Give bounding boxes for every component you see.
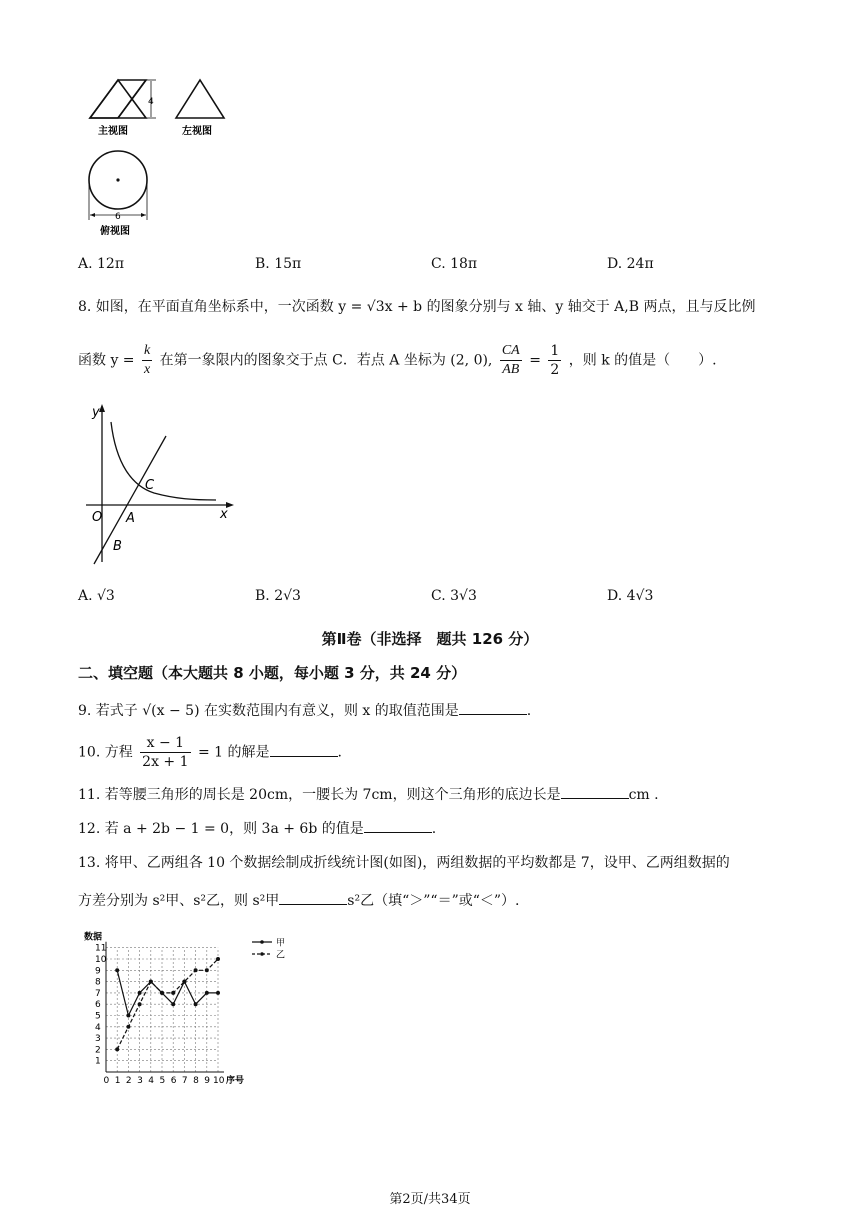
data-point — [182, 980, 186, 984]
q7-option-b: B. 15π — [255, 256, 302, 272]
data-point — [171, 1002, 175, 1006]
q8-option-b: B. 2√3 — [255, 588, 301, 604]
q10-answer-blank[interactable] — [270, 742, 338, 757]
x-tick-label: 0 — [103, 1076, 110, 1086]
q13-stem-line1: 13. 将甲、乙两组各 10 个数据绘制成折线统计图(如图)，两组数据的平均数都是 7，设甲、乙两组数据的 — [78, 855, 730, 871]
part2-title: 第Ⅱ卷（非选择 题共 126 分） — [321, 630, 539, 648]
x-tick-label: 10 — [213, 1076, 225, 1086]
q12-answer-blank[interactable] — [364, 818, 432, 833]
y-tick-label: 9 — [95, 966, 101, 977]
left-view-shape — [176, 80, 224, 118]
q8-option-d: D. 4√3 — [607, 588, 654, 604]
q13-answer-blank[interactable] — [279, 890, 347, 905]
height-dimension: 4 — [148, 97, 154, 107]
y-tick-label: 8 — [95, 977, 101, 988]
y-tick-label: 10 — [95, 955, 107, 965]
page-footer: 第2页/共34页 — [389, 1192, 471, 1207]
x-tick-label: 5 — [159, 1076, 166, 1086]
data-point — [115, 1047, 119, 1051]
y-tick-label: 7 — [95, 988, 101, 999]
front-view-shape — [90, 80, 146, 118]
data-point — [126, 1014, 130, 1018]
x-tick-label: 3 — [137, 1076, 143, 1086]
left-view-label: 左视图 — [182, 126, 212, 137]
data-point — [138, 991, 142, 995]
data-point — [205, 991, 209, 995]
x-tick-label: 1 — [114, 1076, 121, 1086]
front-view-label: 主视图 — [98, 126, 128, 137]
three-views-figure — [84, 74, 244, 240]
top-view-label: 俯视图 — [100, 226, 130, 237]
width-dimension: 6 — [115, 212, 121, 222]
x-tick-label: 7 — [181, 1076, 188, 1086]
front-view-outline — [90, 80, 146, 118]
x-tick-label: 2 — [125, 1076, 132, 1086]
q7-option-a: A. 12π — [78, 256, 125, 272]
y-tick-label: 1 — [95, 1056, 101, 1067]
q9-text: 9. 若式子 √(x − 5) 在实数范围内有意义，则 x 的取值范围是 . — [78, 700, 531, 720]
x-axis-label: x — [220, 507, 228, 522]
q11-answer-blank[interactable] — [561, 784, 629, 799]
data-point — [160, 991, 164, 995]
q8-option-c: C. 3√3 — [431, 588, 477, 604]
q7-option-d: D. 24π — [607, 256, 654, 272]
y-tick-label: 5 — [95, 1011, 101, 1022]
data-point — [149, 980, 153, 984]
q11-text: 11. 若等腰三角形的周长是 20cm，一腰长为 7cm，则这个三角形的底边长是 cm . — [78, 784, 659, 804]
section2-title: 二、填空题（本大题共 8 小题，每小题 3 分，共 24 分） — [78, 664, 467, 682]
data-point — [194, 1002, 198, 1006]
y-tick-label: 3 — [95, 1034, 101, 1045]
q13-line-chart — [84, 920, 294, 1104]
y-tick-label: 2 — [95, 1045, 101, 1056]
x-tick-label: 9 — [204, 1076, 211, 1086]
x-tick-label: 8 — [193, 1076, 199, 1086]
data-point — [216, 991, 220, 995]
chart-xlabel: 序号 — [226, 1076, 245, 1086]
chart-ylabel: 数据 — [84, 932, 103, 943]
hyperbola-curve — [111, 422, 216, 500]
x-tick-label: 4 — [148, 1076, 155, 1086]
linear-function-line — [94, 436, 166, 564]
q9-answer-blank[interactable] — [459, 700, 527, 715]
legend-label-1: 甲 — [276, 938, 286, 949]
data-point — [216, 957, 220, 961]
data-point — [115, 968, 119, 972]
point-a-label: A — [126, 511, 135, 526]
x-tick-label: 6 — [170, 1076, 177, 1086]
y-axis-label: y — [92, 405, 100, 420]
y-tick-label: 4 — [95, 1022, 101, 1033]
data-point — [138, 1002, 142, 1006]
data-point — [126, 1025, 130, 1029]
point-b-label: B — [113, 539, 122, 554]
data-point — [171, 991, 175, 995]
data-point — [194, 968, 198, 972]
q8-function-graph — [84, 402, 244, 572]
q8-stem-line1: 8. 如图，在平面直角坐标系中，一次函数 y = √3x + b 的图象分别与 x 轴、y 轴交于 A,B 两点，且与反比例 — [78, 299, 756, 315]
point-c-label: C — [145, 478, 155, 493]
q10-text: 10. 方程 $\frac{x - 1}{2x + 1}$ = 1 的解是 . — [78, 735, 342, 770]
legend-marker — [260, 940, 264, 944]
legend-label-2: 乙 — [276, 950, 286, 961]
q8-option-a: A. √3 — [78, 588, 115, 604]
legend-marker — [260, 952, 264, 956]
data-point — [205, 968, 209, 972]
q7-option-c: C. 18π — [431, 256, 478, 272]
origin-label: O — [92, 510, 103, 525]
y-tick-label: 6 — [95, 1000, 101, 1011]
q8-stem-line2: 函数 y = $\frac{k}{x}$ 在第一象限内的图象交于点 C．若点 A 坐标为 (2, 0), $\frac{CA}{AB}$ = $\frac{1}{2}$ ，则 k 的值是（ ）. — [78, 343, 717, 378]
y-tick-label: 11 — [95, 943, 107, 954]
q12-text: 12. 若 a + 2b − 1 = 0，则 3a + 6b 的值是 . — [78, 818, 436, 838]
q13-stem-line2: 方差分别为 s²甲、s²乙，则 s²甲 s²乙（填“＞”“＝”或“＜”）. — [78, 890, 520, 910]
